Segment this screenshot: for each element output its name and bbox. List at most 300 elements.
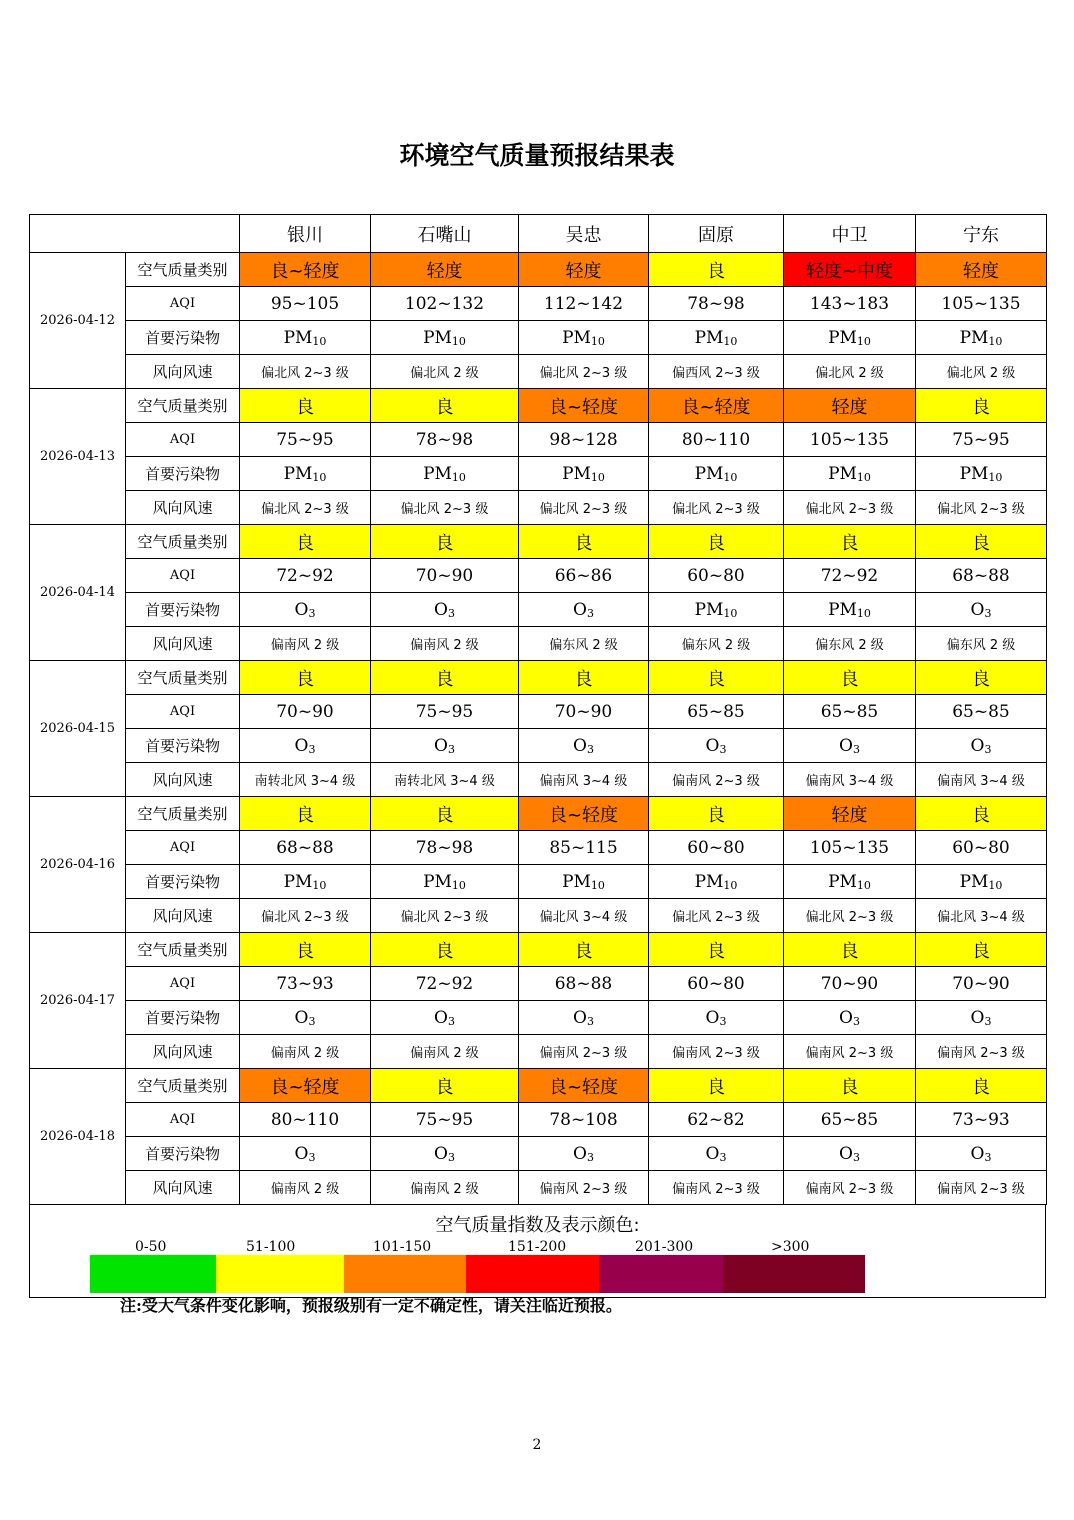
legend-color-swatch — [344, 1255, 466, 1293]
wind-cell: 偏北风 2~3 级 — [916, 491, 1047, 525]
pollutant-cell — [371, 1001, 519, 1035]
pollutant-subscript: 10 — [856, 470, 871, 484]
pollutant-cell — [784, 593, 916, 627]
category-cell: 良 — [916, 1069, 1047, 1103]
legend-color-swatch — [723, 1255, 865, 1293]
pollutant-cell — [240, 593, 371, 627]
aqi-cell: 75~95 — [371, 1103, 519, 1137]
wind-cell: 偏北风 2~3 级 — [240, 491, 371, 525]
wind-cell: 偏北风 2~3 级 — [519, 355, 649, 389]
wind-cell: 偏东风 2 级 — [916, 627, 1047, 661]
pollutant-subscript: 3 — [308, 742, 316, 756]
wind-cell: 偏南风 2 级 — [371, 1035, 519, 1069]
pollutant-subscript: 10 — [451, 878, 466, 892]
forecast-table-wrapper — [29, 214, 1046, 1298]
aqi-cell: 60~80 — [649, 967, 784, 1001]
wind-cell: 偏南风 2~3 级 — [784, 1035, 916, 1069]
date-cell: 2026-04-16 — [30, 797, 126, 933]
pollutant-subscript: 10 — [590, 878, 605, 892]
wind-cell: 南转北风 3~4 级 — [371, 763, 519, 797]
category-cell: 轻度 — [784, 389, 916, 423]
aqi-cell: 112~142 — [519, 287, 649, 321]
category-cell: 良~轻度 — [240, 253, 371, 287]
pollutant-base: PM — [959, 871, 989, 892]
legend-title: 空气质量指数及表示颜色: — [435, 1215, 640, 1236]
pollutant-base: PM — [423, 327, 452, 348]
wind-cell: 偏东风 2 级 — [649, 627, 784, 661]
pollutant-base: O — [573, 599, 587, 620]
table-row — [30, 1035, 1047, 1069]
date-cell: 2026-04-15 — [30, 661, 126, 797]
pollutant-subscript: 3 — [852, 1014, 860, 1028]
pollutant-subscript: 10 — [451, 334, 466, 348]
table-row — [30, 525, 1047, 559]
wind-cell: 偏南风 2~3 级 — [784, 1171, 916, 1205]
pollutant-base: O — [839, 1143, 853, 1164]
category-cell: 良 — [371, 661, 519, 695]
wind-cell: 偏东风 2 级 — [519, 627, 649, 661]
pollutant-cell — [916, 593, 1047, 627]
aqi-cell: 105~135 — [784, 831, 916, 865]
aqi-label: AQI — [126, 831, 240, 865]
aqi-label: AQI — [126, 1103, 240, 1137]
wind-label: 风向风速 — [126, 1171, 240, 1205]
category-cell: 轻度 — [916, 253, 1047, 287]
category-cell: 良 — [916, 525, 1047, 559]
wind-cell: 偏南风 2~3 级 — [916, 1171, 1047, 1205]
legend-range-label: 151-200 — [508, 1239, 567, 1255]
pollutant-cell — [649, 865, 784, 899]
category-cell: 良 — [519, 525, 649, 559]
pollutant-subscript: 3 — [308, 606, 316, 620]
table-row — [30, 423, 1047, 457]
legend-range-label: 51-100 — [246, 1239, 296, 1255]
category-cell: 良~轻度 — [519, 797, 649, 831]
category-cell: 良 — [240, 525, 371, 559]
pollutant-base: PM — [562, 871, 591, 892]
category-cell: 良 — [649, 1069, 784, 1103]
aqi-cell: 73~93 — [240, 967, 371, 1001]
aqi-cell: 68~88 — [519, 967, 649, 1001]
category-cell: 良 — [916, 933, 1047, 967]
wind-cell: 偏北风 2 级 — [371, 355, 519, 389]
aqi-cell: 105~135 — [916, 287, 1047, 321]
aqi-cell: 72~92 — [784, 559, 916, 593]
pollutant-base: O — [705, 1007, 720, 1028]
pollutant-cell — [519, 865, 649, 899]
pollutant-cell — [519, 729, 649, 763]
city-header: 固原 — [649, 215, 784, 253]
city-header: 中卫 — [784, 215, 916, 253]
pollutant-subscript: 10 — [723, 470, 738, 484]
table-row — [30, 1069, 1047, 1103]
aqi-cell: 75~95 — [240, 423, 371, 457]
category-cell: 良~轻度 — [649, 389, 784, 423]
pollutant-cell — [371, 1137, 519, 1171]
pollutant-base: O — [434, 735, 448, 756]
wind-cell: 偏南风 2 级 — [371, 1171, 519, 1205]
category-cell: 轻度 — [519, 253, 649, 287]
page-number: 2 — [532, 1437, 542, 1453]
pollutant-cell — [649, 1137, 784, 1171]
category-cell: 良~轻度 — [519, 1069, 649, 1103]
wind-cell: 偏南风 3~4 级 — [519, 763, 649, 797]
pollutant-cell — [371, 865, 519, 899]
pollutant-subscript: 3 — [984, 742, 992, 756]
category-cell: 良 — [784, 933, 916, 967]
pollutant-subscript: 10 — [988, 878, 1003, 892]
aqi-cell: 65~85 — [916, 695, 1047, 729]
category-cell: 良~轻度 — [519, 389, 649, 423]
table-row — [30, 321, 1047, 355]
wind-cell: 偏北风 2~3 级 — [519, 491, 649, 525]
legend-color-swatch — [90, 1255, 216, 1293]
pollutant-cell — [649, 1001, 784, 1035]
date-cell: 2026-04-14 — [30, 525, 126, 661]
pollutant-label: 首要污染物 — [126, 729, 240, 763]
wind-cell: 偏南风 2~3 级 — [916, 1035, 1047, 1069]
pollutant-cell — [240, 1137, 371, 1171]
table-row — [30, 661, 1047, 695]
pollutant-base: O — [294, 599, 309, 620]
wind-cell: 偏北风 2~3 级 — [649, 491, 784, 525]
city-header: 石嘴山 — [371, 215, 519, 253]
category-cell: 良 — [240, 389, 371, 423]
pollutant-cell — [240, 729, 371, 763]
legend-range-label: 101-150 — [373, 1239, 432, 1255]
pollutant-cell — [916, 865, 1047, 899]
pollutant-base: O — [839, 735, 853, 756]
table-row — [30, 1137, 1047, 1171]
category-cell: 良 — [649, 797, 784, 831]
wind-cell: 偏南风 2~3 级 — [649, 1171, 784, 1205]
aqi-cell: 70~90 — [519, 695, 649, 729]
header-row — [30, 215, 1047, 253]
table-row — [30, 593, 1047, 627]
pollutant-subscript: 3 — [447, 742, 455, 756]
category-label: 空气质量类别 — [126, 253, 240, 287]
table-row — [30, 1001, 1047, 1035]
aqi-cell: 70~90 — [784, 967, 916, 1001]
pollutant-cell — [240, 457, 371, 491]
pollutant-label: 首要污染物 — [126, 593, 240, 627]
category-cell: 良 — [519, 661, 649, 695]
wind-cell: 偏南风 2~3 级 — [519, 1035, 649, 1069]
pollutant-cell — [519, 593, 649, 627]
legend-range-label: 0-50 — [135, 1239, 167, 1255]
pollutant-base: PM — [828, 327, 857, 348]
pollutant-base: PM — [959, 327, 989, 348]
pollutant-label: 首要污染物 — [126, 865, 240, 899]
pollutant-base: PM — [283, 463, 313, 484]
table-row — [30, 1171, 1047, 1205]
pollutant-subscript: 3 — [719, 1150, 727, 1164]
pollutant-subscript: 3 — [852, 1150, 860, 1164]
table-row — [30, 933, 1047, 967]
wind-cell: 南转北风 3~4 级 — [240, 763, 371, 797]
wind-cell: 偏北风 2~3 级 — [784, 899, 916, 933]
pollutant-base: PM — [562, 327, 591, 348]
pollutant-subscript: 3 — [447, 606, 455, 620]
wind-cell: 偏北风 2~3 级 — [784, 491, 916, 525]
pollutant-subscript: 3 — [586, 1014, 594, 1028]
pollutant-subscript: 3 — [852, 742, 860, 756]
category-label: 空气质量类别 — [126, 525, 240, 559]
wind-cell: 偏南风 2~3 级 — [519, 1171, 649, 1205]
pollutant-subscript: 10 — [856, 606, 871, 620]
pollutant-cell — [371, 457, 519, 491]
aqi-cell: 95~105 — [240, 287, 371, 321]
wind-cell: 偏北风 2 级 — [784, 355, 916, 389]
pollutant-cell — [784, 457, 916, 491]
pollutant-subscript: 10 — [988, 334, 1003, 348]
city-header: 银川 — [240, 215, 371, 253]
pollutant-subscript: 10 — [312, 878, 327, 892]
table-row — [30, 253, 1047, 287]
pollutant-cell — [519, 1137, 649, 1171]
pollutant-base: O — [294, 735, 309, 756]
pollutant-base: O — [434, 599, 448, 620]
table-row — [30, 559, 1047, 593]
pollutant-base: PM — [423, 463, 452, 484]
category-cell: 轻度~中度 — [784, 253, 916, 287]
pollutant-base: PM — [828, 599, 857, 620]
aqi-cell: 68~88 — [240, 831, 371, 865]
aqi-cell: 72~92 — [240, 559, 371, 593]
pollutant-subscript: 3 — [719, 742, 727, 756]
pollutant-cell — [916, 729, 1047, 763]
pollutant-cell — [916, 1137, 1047, 1171]
table-row — [30, 967, 1047, 1001]
category-cell: 良~轻度 — [240, 1069, 371, 1103]
pollutant-base: O — [705, 735, 720, 756]
wind-cell: 偏南风 2 级 — [240, 1171, 371, 1205]
pollutant-cell — [519, 457, 649, 491]
pollutant-subscript: 3 — [984, 1014, 992, 1028]
wind-cell: 偏北风 3~4 级 — [916, 899, 1047, 933]
wind-label: 风向风速 — [126, 763, 240, 797]
wind-label: 风向风速 — [126, 1035, 240, 1069]
pollutant-subscript: 3 — [586, 606, 594, 620]
pollutant-base: PM — [562, 463, 591, 484]
pollutant-cell — [649, 321, 784, 355]
pollutant-subscript: 3 — [447, 1150, 455, 1164]
table-row — [30, 831, 1047, 865]
pollutant-cell — [784, 1001, 916, 1035]
table-row — [30, 695, 1047, 729]
table-row — [30, 865, 1047, 899]
pollutant-base: O — [573, 735, 587, 756]
table-row — [30, 355, 1047, 389]
wind-cell: 偏南风 2 级 — [240, 1035, 371, 1069]
aqi-cell: 68~88 — [916, 559, 1047, 593]
aqi-cell: 62~82 — [649, 1103, 784, 1137]
pollutant-subscript: 10 — [312, 470, 327, 484]
pollutant-subscript: 3 — [308, 1150, 316, 1164]
category-cell: 良 — [784, 1069, 916, 1103]
wind-cell: 偏北风 3~4 级 — [519, 899, 649, 933]
pollutant-subscript: 10 — [723, 606, 738, 620]
aqi-cell: 75~95 — [371, 695, 519, 729]
aqi-color-legend — [29, 1205, 1046, 1298]
pollutant-base: PM — [423, 871, 452, 892]
forecast-note: 注:受大气条件变化影响，预报级别有一定不确定性，请关注临近预报。 — [120, 1296, 622, 1315]
pollutant-cell — [371, 729, 519, 763]
forecast-table — [29, 214, 1047, 1205]
category-label: 空气质量类别 — [126, 1069, 240, 1103]
aqi-cell: 98~128 — [519, 423, 649, 457]
aqi-cell: 78~98 — [649, 287, 784, 321]
pollutant-label: 首要污染物 — [126, 321, 240, 355]
pollutant-label: 首要污染物 — [126, 1137, 240, 1171]
pollutant-base: O — [970, 1007, 985, 1028]
aqi-label: AQI — [126, 695, 240, 729]
aqi-cell: 70~90 — [916, 967, 1047, 1001]
category-label: 空气质量类别 — [126, 933, 240, 967]
table-row — [30, 1103, 1047, 1137]
category-cell: 良 — [784, 661, 916, 695]
aqi-cell: 66~86 — [519, 559, 649, 593]
table-row — [30, 457, 1047, 491]
pollutant-subscript: 10 — [856, 334, 871, 348]
pollutant-subscript: 3 — [719, 1014, 727, 1028]
aqi-cell: 60~80 — [649, 559, 784, 593]
aqi-label: AQI — [126, 967, 240, 1001]
pollutant-subscript: 3 — [308, 1014, 316, 1028]
pollutant-subscript: 10 — [312, 334, 327, 348]
aqi-cell: 65~85 — [784, 1103, 916, 1137]
legend-range-label: >300 — [771, 1239, 810, 1255]
date-cell: 2026-04-13 — [30, 389, 126, 525]
aqi-cell: 78~98 — [371, 831, 519, 865]
wind-cell: 偏南风 2 级 — [371, 627, 519, 661]
pollutant-base: PM — [828, 463, 857, 484]
pollutant-label: 首要污染物 — [126, 1001, 240, 1035]
category-label: 空气质量类别 — [126, 661, 240, 695]
aqi-cell: 78~98 — [371, 423, 519, 457]
aqi-cell: 80~110 — [649, 423, 784, 457]
wind-cell: 偏南风 2 级 — [240, 627, 371, 661]
table-row — [30, 627, 1047, 661]
category-cell: 良 — [371, 525, 519, 559]
city-header: 吴忠 — [519, 215, 649, 253]
aqi-cell: 60~80 — [916, 831, 1047, 865]
pollutant-label: 首要污染物 — [126, 457, 240, 491]
pollutant-cell — [784, 729, 916, 763]
pollutant-subscript: 10 — [723, 334, 738, 348]
pollutant-subscript: 3 — [984, 606, 992, 620]
category-cell: 轻度 — [784, 797, 916, 831]
date-cell: 2026-04-12 — [30, 253, 126, 389]
pollutant-subscript: 3 — [447, 1014, 455, 1028]
pollutant-cell — [371, 593, 519, 627]
pollutant-cell — [240, 321, 371, 355]
aqi-cell: 78~108 — [519, 1103, 649, 1137]
pollutant-base: O — [970, 735, 985, 756]
legend-color-swatch — [466, 1255, 599, 1293]
pollutant-base: O — [839, 1007, 853, 1028]
table-row — [30, 729, 1047, 763]
wind-cell: 偏北风 2~3 级 — [240, 355, 371, 389]
pollutant-subscript: 3 — [586, 1150, 594, 1164]
category-cell: 良 — [240, 933, 371, 967]
pollutant-cell — [240, 865, 371, 899]
aqi-cell: 65~85 — [649, 695, 784, 729]
pollutant-base: PM — [959, 463, 989, 484]
legend-range-label: 201-300 — [635, 1239, 694, 1255]
pollutant-subscript: 10 — [590, 470, 605, 484]
wind-cell: 偏南风 2~3 级 — [649, 1035, 784, 1069]
aqi-cell: 143~183 — [784, 287, 916, 321]
wind-cell: 偏南风 2~3 级 — [649, 763, 784, 797]
pollutant-cell — [649, 593, 784, 627]
date-cell: 2026-04-18 — [30, 1069, 126, 1205]
pollutant-base: O — [573, 1143, 587, 1164]
pollutant-cell — [519, 1001, 649, 1035]
aqi-cell: 80~110 — [240, 1103, 371, 1137]
pollutant-cell — [371, 321, 519, 355]
category-cell: 良 — [649, 661, 784, 695]
pollutant-base: O — [970, 1143, 985, 1164]
table-row — [30, 899, 1047, 933]
city-header: 宁东 — [916, 215, 1047, 253]
pollutant-subscript: 10 — [723, 878, 738, 892]
aqi-label: AQI — [126, 287, 240, 321]
pollutant-base: PM — [694, 599, 724, 620]
pollutant-base: O — [573, 1007, 587, 1028]
header-corner — [30, 215, 240, 253]
aqi-cell: 60~80 — [649, 831, 784, 865]
pollutant-cell — [519, 321, 649, 355]
aqi-label: AQI — [126, 423, 240, 457]
pollutant-base: PM — [694, 327, 724, 348]
wind-label: 风向风速 — [126, 627, 240, 661]
category-cell: 良 — [916, 661, 1047, 695]
wind-cell: 偏西风 2~3 级 — [649, 355, 784, 389]
wind-cell: 偏北风 2~3 级 — [240, 899, 371, 933]
category-cell: 轻度 — [371, 253, 519, 287]
wind-cell: 偏南风 3~4 级 — [916, 763, 1047, 797]
pollutant-cell — [916, 1001, 1047, 1035]
category-cell: 良 — [649, 525, 784, 559]
pollutant-base: PM — [694, 463, 724, 484]
wind-cell: 偏北风 2~3 级 — [371, 899, 519, 933]
category-cell: 良 — [649, 253, 784, 287]
table-row — [30, 763, 1047, 797]
aqi-cell: 72~92 — [371, 967, 519, 1001]
category-cell: 良 — [784, 525, 916, 559]
category-cell: 良 — [371, 389, 519, 423]
pollutant-base: PM — [828, 871, 857, 892]
aqi-cell: 70~90 — [240, 695, 371, 729]
pollutant-cell — [649, 457, 784, 491]
category-cell: 良 — [916, 389, 1047, 423]
pollutant-cell — [240, 1001, 371, 1035]
pollutant-cell — [916, 321, 1047, 355]
pollutant-subscript: 10 — [856, 878, 871, 892]
pollutant-base: PM — [283, 871, 313, 892]
category-label: 空气质量类别 — [126, 389, 240, 423]
pollutant-subscript: 10 — [590, 334, 605, 348]
pollutant-base: PM — [694, 871, 724, 892]
page-title: 环境空气质量预报结果表 — [399, 141, 675, 170]
pollutant-base: O — [434, 1007, 448, 1028]
category-cell: 良 — [916, 797, 1047, 831]
legend-color-swatch — [216, 1255, 344, 1293]
pollutant-base: O — [434, 1143, 448, 1164]
pollutant-cell — [649, 729, 784, 763]
pollutant-subscript: 10 — [988, 470, 1003, 484]
